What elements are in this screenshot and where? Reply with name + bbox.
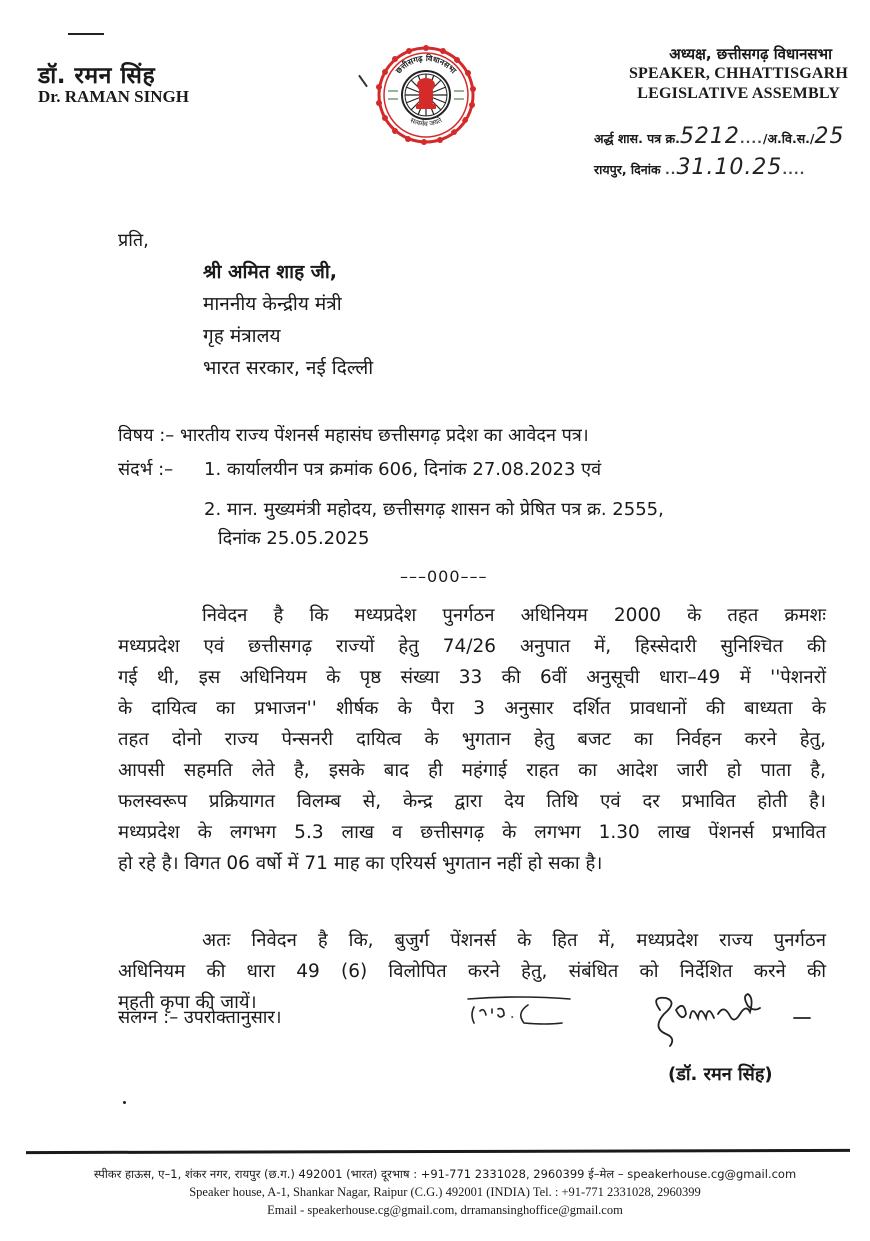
section-divider: –––000–––	[400, 567, 488, 586]
body-paragraph-1	[118, 600, 826, 879]
letterhead-name-hindi: डॉ. रमन सिंह	[38, 63, 156, 89]
paragraph-line: हो रहे है। विगत 06 वर्षो में 71 माह का एरियर्स भुगतान नहीं हो सका है।	[118, 853, 603, 874]
paragraph-line: फलस्वरूप प्रक्रियागत विलम्ब से, केन्द्र द्वारा देय तिथि एवं दर प्रभावित होती है।	[118, 791, 826, 812]
date-prefix: रायपुर, दिनांक	[594, 162, 661, 177]
paragraph-line: गई थी, इस अधिनियम के पृष्ठ संख्या 33 की 6वीं अनुसूची धारा–49 में ''पेशनरों	[118, 667, 826, 688]
enclosure-note: संलग्न :– उपरोक्तानुसार।	[118, 1007, 282, 1028]
paragraph-line: निवेदन है कि मध्यप्रदेश पुनर्गठन अधिनियम 2000 के तहत क्रमशः	[202, 605, 826, 626]
footer-address-hindi: स्पीकर हाऊस, ए–1, शंकर नगर, रायपुर (छ.ग.) 492001 (भारत) दूरभाष : +91-771 2331028, 2960399 ई–मेल – speakerhouse.cg@gmail.com	[93, 1167, 797, 1181]
assembly-emblem-icon	[374, 43, 478, 147]
reference-year: 25	[814, 124, 845, 149]
signatory-name: (डॉ. रमन सिंह)	[668, 1064, 773, 1085]
dots: ..	[664, 162, 677, 177]
recipient-designation: माननीय केन्द्रीय मंत्री	[203, 293, 342, 315]
date-line	[594, 155, 805, 180]
decorative-dash	[68, 33, 104, 35]
paragraph-line: अधिनियम की धारा 49 (6) विलोपित करने हेतु, संबंधित को निर्देशित करने की	[118, 961, 826, 982]
recipient-ministry: गृह मंत्रालय	[203, 325, 281, 347]
svg-text:सत्यमेव जयते: सत्यमेव जयते	[408, 116, 444, 129]
footer-emails: Email - speakerhouse.cg@gmail.com, drramansinghoffice@gmail.com	[267, 1203, 623, 1217]
reference-item-2-date: दिनांक 25.05.2025	[218, 528, 370, 549]
reference-prefix: अर्द्ध शास. पत्र क्र.	[594, 131, 680, 146]
office-title-hindi: अध्यक्ष, छत्तीसगढ़ विधानसभा	[669, 45, 832, 63]
reference-item-2: 2. मान. मुख्यमंत्री महोदय, छत्तीसगढ़ शासन को प्रेषित पत्र क्र. 2555,	[204, 499, 664, 520]
paragraph-line: के दायित्व का प्रभाजन'' शीर्षक के पैरा 3 अनुसार दर्शित प्रावधानों की बाध्यता के	[118, 698, 826, 719]
subject-label: विषय :–	[118, 425, 175, 446]
footer-divider	[26, 1149, 850, 1154]
subject-line	[118, 423, 589, 447]
salutation: प्रति,	[118, 230, 149, 251]
paragraph-line: महती कृपा की जायें।	[118, 992, 257, 1013]
office-title-english-1: SPEAKER, CHHATTISGARH	[628, 65, 848, 82]
subject-text: भारतीय राज्य पेंशनर्स महासंघ छत्तीसगढ़ प्रदेश का आवेदन पत्र।	[180, 425, 589, 446]
paragraph-line: आपसी सहमति लेते है, इसके बाद ही महंगाई राहत का आदेश जारी हो पाता है,	[118, 760, 826, 781]
svg-text:छत्तीसगढ़ विधानसभा: छत्तीसगढ़ विधानसभा	[393, 53, 458, 76]
reference-number-line	[594, 124, 844, 149]
initials-signature-icon	[466, 993, 576, 1033]
office-title-english-2: LEGISLATIVE ASSEMBLY	[637, 85, 840, 102]
footer-address-english: Speaker house, A-1, Shankar Nagar, Raipur (C.G.) 492001 (INDIA) Tel. : +91-771 2331028, 2960399	[189, 1185, 701, 1199]
dots: ....	[782, 162, 806, 177]
reference-item-1: 1. कार्यालयीन पत्र क्रमांक 606, दिनांक 27.08.2023 एवं	[204, 459, 602, 480]
letterhead-name-english: Dr. RAMAN SINGH	[38, 87, 189, 106]
date-value: 31.10.25	[676, 155, 783, 180]
paragraph-line: मध्यप्रदेश एवं छत्तीसगढ़ राज्यों हेतु 74/26 अनुपात में, हिस्सेदारी सुनिश्चित की	[118, 636, 826, 657]
references-label: संदर्भ :–	[118, 459, 174, 480]
reference-mid: /अ.वि.स./	[762, 131, 815, 146]
paragraph-line: तहत दोनो राज्य पेन्सनरी दायित्व के भुगतान हेतु बजट का निर्वहन करने हेतु,	[118, 729, 826, 750]
footer-contact	[20, 1165, 870, 1219]
reference-number: 5212	[679, 124, 740, 149]
recipient-location: भारत सरकार, नई दिल्ली	[203, 357, 374, 379]
office-block	[580, 44, 860, 104]
signature-icon	[646, 988, 816, 1048]
recipient-name: श्री अमित शाह जी,	[203, 261, 338, 283]
recipient-address	[203, 256, 373, 384]
dots: ....	[739, 131, 763, 146]
pen-mark	[358, 75, 368, 88]
paragraph-line: मध्यप्रदेश के लगभग 5.3 लाख व छत्तीसगढ़ के लगभग 1.30 लाख पेंशनर्स प्रभावित	[118, 822, 826, 843]
paragraph-line: अतः निवेदन है कि, बुजुर्ग पेंशनर्स के हित में, मध्यप्रदेश राज्य पुनर्गठन	[202, 930, 826, 951]
stray-mark	[123, 1101, 126, 1104]
